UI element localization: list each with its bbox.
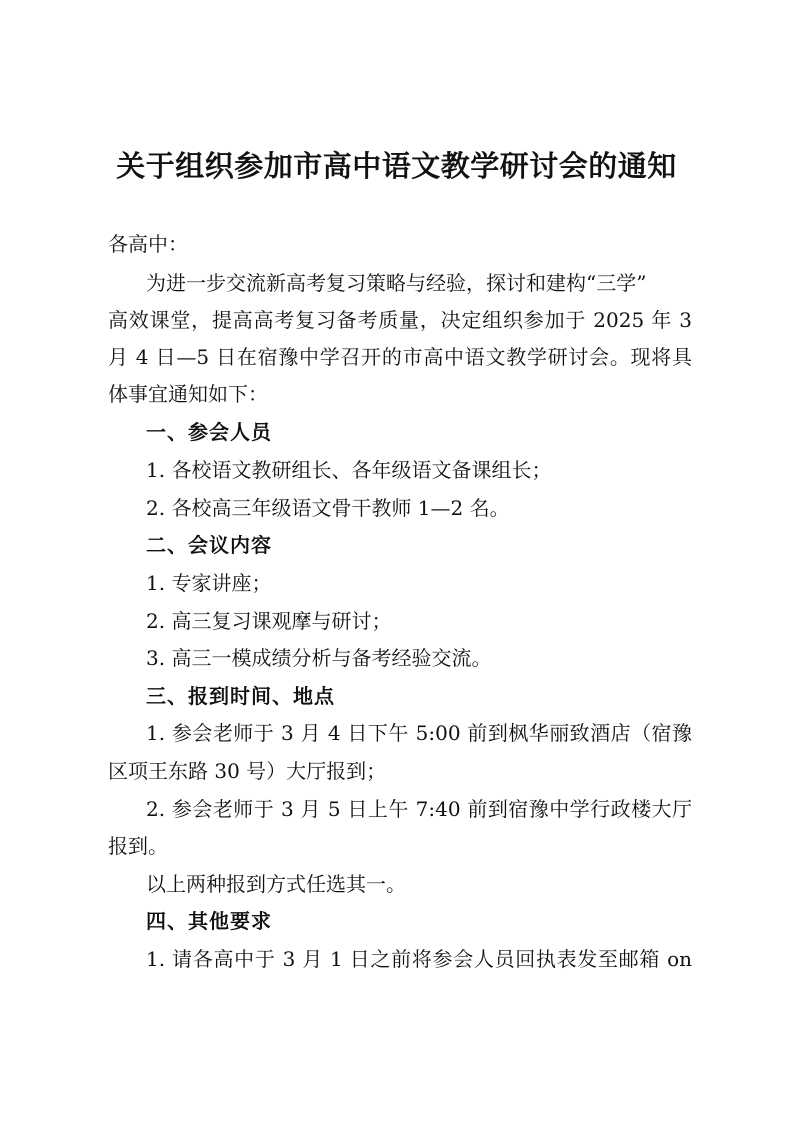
list-item-continued: 报到。 xyxy=(108,834,168,858)
section-heading-2: 二、会议内容 xyxy=(146,533,272,557)
section-heading-3: 三、报到时间、地点 xyxy=(146,684,335,708)
list-item: 1. 专家讲座； xyxy=(146,571,272,595)
list-item: 2. 参会老师于 3 月 5 日上午 7:40 前到宿豫中学行政楼大厅 xyxy=(146,797,692,821)
intro-line-3: 月 4 日—5 日在宿豫中学召开的市高中语文教学研讨会。现将具 xyxy=(108,345,692,369)
list-item-continued: 区项王东路 30 号）大厅报到； xyxy=(108,759,387,783)
list-item: 3. 高三一模成绩分析与备考经验交流。 xyxy=(146,646,492,670)
list-item: 1. 请各高中于 3 月 1 日之前将参会人员回执表发至邮箱 on xyxy=(146,947,692,971)
list-item: 2. 各校高三年级语文骨干教师 1—2 名。 xyxy=(146,496,510,520)
intro-line-2: 高效课堂，提高高考复习备考质量，决定组织参加于 2025 年 3 xyxy=(108,308,692,332)
list-item: 1. 各校语文教研组长、各年级语文备课组长； xyxy=(146,458,552,482)
list-item: 1. 参会老师于 3 月 4 日下午 5:00 前到枫华丽致酒店（宿豫 xyxy=(146,721,692,745)
intro-line-1: 为进一步交流新高考复习策略与经验，探讨和建构“三学” xyxy=(146,271,647,295)
section-heading-4: 四、其他要求 xyxy=(146,909,272,933)
note-text: 以上两种报到方式任选其一。 xyxy=(146,872,406,896)
document-title: 关于组织参加市高中语文教学研讨会的通知 xyxy=(116,149,677,183)
section-heading-1: 一、参会人员 xyxy=(146,420,272,444)
intro-line-4: 体事宜通知如下： xyxy=(108,382,268,406)
salutation: 各高中： xyxy=(108,232,188,256)
list-item: 2. 高三复习课观摩与研讨； xyxy=(146,609,392,633)
